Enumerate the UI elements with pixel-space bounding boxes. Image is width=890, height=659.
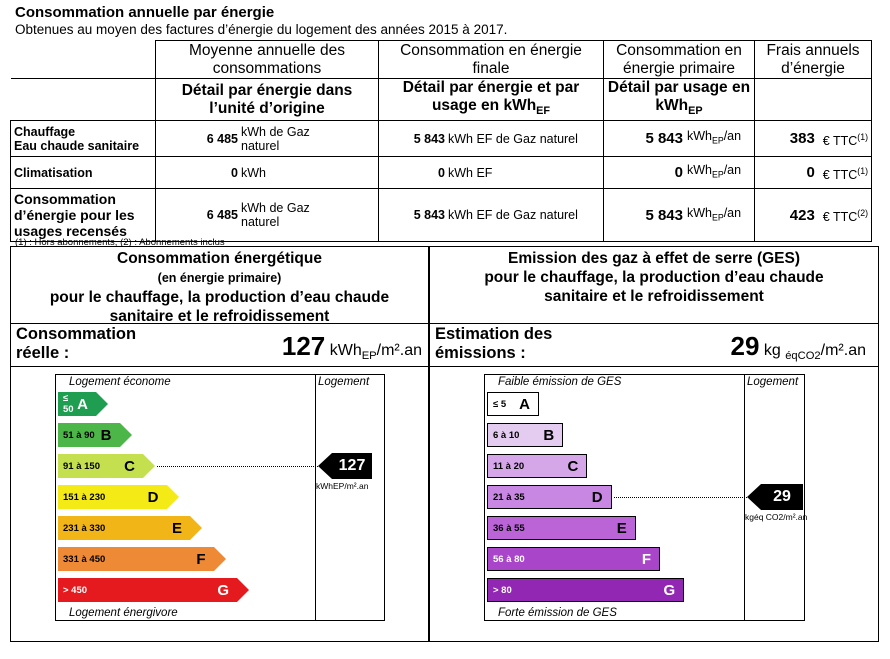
cost-value: 383 — [789, 130, 815, 148]
row-label-total: Consommation d’énergie pour les usages recensés — [11, 189, 156, 242]
header-primary-energy: Consommation en énergie primaire — [604, 41, 755, 79]
class-range: 36 à 55 — [493, 522, 525, 534]
subheader-primary-energy: Détail par usage en kWh$_{EP}$ — [604, 79, 755, 121]
cost-value: 0 — [806, 164, 815, 182]
class-letter: G — [217, 581, 229, 599]
orig-value: 6 485 — [206, 131, 238, 146]
orig-unit: kWh de Gaz naturel — [241, 201, 310, 230]
table-row — [11, 121, 872, 157]
class-bar-a — [58, 392, 96, 416]
cost-unit: € TTC$^{(2)}$ — [822, 208, 868, 225]
marker-dotted-line — [614, 497, 747, 498]
ep-unit: kWh$_{EP}$/an — [687, 205, 742, 223]
ges-reading — [430, 323, 878, 365]
class-bar-c — [58, 454, 143, 478]
class-letter: A — [77, 395, 88, 413]
ef-value: 0 — [438, 165, 445, 180]
ges-bottom-label: Forte émission de GES — [498, 607, 617, 619]
class-letter: F — [641, 550, 651, 568]
ges-panel — [429, 246, 879, 642]
class-range: 331 à 450 — [63, 553, 106, 565]
ef-unit: kWh EF de Gaz naturel — [448, 131, 578, 146]
orig-value: 6 485 — [206, 208, 238, 223]
class-letter: C — [567, 457, 579, 475]
class-bar-b — [58, 423, 120, 447]
class-bar-f — [58, 547, 214, 571]
header-final-energy: Consommation en énergie finale — [379, 41, 604, 79]
ges-col-label: Logement — [747, 376, 799, 388]
class-letter: F — [196, 550, 206, 568]
consumption-table — [10, 40, 872, 242]
ep-unit: kWh$_{EP}$/an — [687, 129, 742, 146]
energy-reading-label: Consommation réelle : — [16, 325, 137, 362]
ges-panel-title: Emission des gaz à effet de serre (GES) pour le chauffage, la production d’eau chaude sanitaire et le refroidissement — [484, 250, 824, 305]
class-bar-g — [58, 578, 237, 602]
class-letter: E — [171, 519, 182, 537]
class-letter: D — [147, 488, 159, 506]
row-label-heating: Chauffage Eau chaude sanitaire — [11, 121, 156, 157]
table-row — [11, 157, 872, 189]
class-bar-tip — [214, 547, 226, 571]
class-bar-tip — [190, 516, 202, 540]
ep-value: 5 843 — [645, 130, 683, 148]
subheader-origin-unit: Détail par énergie dans l’unité d’origine — [156, 79, 379, 121]
class-range: ≤ 5 — [493, 398, 507, 410]
class-letter: B — [543, 426, 555, 444]
ep-value: 5 843 — [645, 206, 683, 224]
class-bar-g — [487, 578, 684, 602]
class-bar-b — [487, 423, 563, 447]
class-bar-f — [487, 547, 660, 571]
ges-reading-value: 29 kg $_{éqCO2}$/m².an — [730, 331, 866, 363]
orig-unit: kWh de Gaz naturel — [241, 124, 310, 153]
marker-unit: kgéq CO2/m².an — [745, 512, 808, 522]
orig-value: 0 — [231, 165, 238, 180]
class-bar-tip — [167, 485, 179, 509]
class-range: ≤ 50 — [63, 393, 74, 415]
subheader-final-energy: Détail par énergie et par usage en kWh$_{EF}$ — [379, 79, 604, 121]
cost-value: 423 — [789, 206, 815, 224]
class-bar-d — [487, 485, 612, 509]
energy-reading — [11, 323, 428, 365]
energy-top-label: Logement économe — [69, 376, 171, 388]
ges-reading-label: Estimation des émissions : — [435, 325, 553, 362]
marker-arrow — [318, 453, 332, 479]
ef-unit: kWh EF de Gaz naturel — [448, 208, 578, 223]
energy-reading-value: 127 kWh$_{EP}$/m².an — [281, 331, 422, 363]
marker-value-box: 29 — [761, 484, 803, 510]
class-letter: G — [663, 581, 676, 599]
marker-unit: kWhEP/m².an — [316, 481, 369, 491]
class-range: 51 à 90 — [63, 429, 95, 441]
class-range: > 80 — [493, 584, 512, 596]
class-bar-e — [487, 516, 636, 540]
ep-value: 0 — [674, 164, 683, 182]
class-range: 151 à 230 — [63, 491, 106, 503]
class-range: 56 à 80 — [493, 553, 525, 565]
class-letter: E — [616, 519, 627, 537]
cost-unit: € TTC$^{(1)}$ — [822, 165, 868, 182]
energy-col-label: Logement — [318, 376, 370, 388]
ef-value: 5 843 — [413, 131, 445, 146]
marker-value-box: 127 — [332, 453, 372, 479]
page-subtitle: Obtenues au moyen des factures d’énergie du logement des années 2015 à 2017. — [15, 22, 508, 37]
energy-scale — [55, 374, 385, 621]
ges-top-label: Faible émission de GES — [498, 376, 622, 388]
class-bar-tip — [96, 392, 108, 416]
class-letter: C — [124, 457, 135, 475]
class-bar-a — [487, 392, 539, 416]
ef-value: 5 843 — [413, 208, 445, 223]
table-subheader-row — [11, 79, 872, 121]
page-title: Consommation annuelle par énergie — [15, 4, 275, 21]
table-header-row — [11, 41, 872, 79]
class-range: 91 à 150 — [63, 460, 100, 472]
class-range: 11 à 20 — [493, 460, 525, 472]
class-letter: D — [591, 488, 603, 506]
energy-panel-title: Consommation énergétique (en énergie primaire) pour le chauffage, la production d’eau chaude sanitaire et le refroidissement — [49, 250, 390, 325]
energy-bottom-label: Logement énergivore — [69, 607, 178, 619]
row-label-cooling: Climatisation — [11, 157, 156, 189]
class-bar-e — [58, 516, 190, 540]
ges-scale — [484, 374, 808, 621]
class-bar-tip — [120, 423, 132, 447]
orig-unit: kWh — [241, 165, 266, 180]
class-range: 6 à 10 — [493, 429, 520, 441]
marker-dotted-line — [157, 466, 318, 467]
class-range: 231 à 330 — [63, 522, 106, 534]
ep-unit: kWh$_{EP}$/an — [687, 163, 742, 180]
table-row — [11, 189, 872, 242]
class-range: 21 à 35 — [493, 491, 525, 503]
energy-panel — [10, 246, 429, 642]
class-range: > 450 — [63, 584, 88, 596]
cost-unit: € TTC$^{(1)}$ — [822, 131, 868, 148]
header-average: Moyenne annuelle des consommations — [156, 41, 379, 79]
class-letter: A — [519, 395, 530, 413]
class-bar-tip — [143, 454, 155, 478]
class-letter: B — [100, 426, 112, 444]
class-bar-tip — [237, 578, 249, 602]
header-annual-costs: Frais annuels d’énergie — [755, 41, 872, 79]
class-bar-d — [58, 485, 167, 509]
class-bar-c — [487, 454, 587, 478]
footnote: (1) : Hors abonnements, (2) : Abonnements inclus — [15, 237, 225, 248]
marker-arrow — [747, 484, 761, 510]
ef-unit: kWh EF — [448, 165, 493, 180]
